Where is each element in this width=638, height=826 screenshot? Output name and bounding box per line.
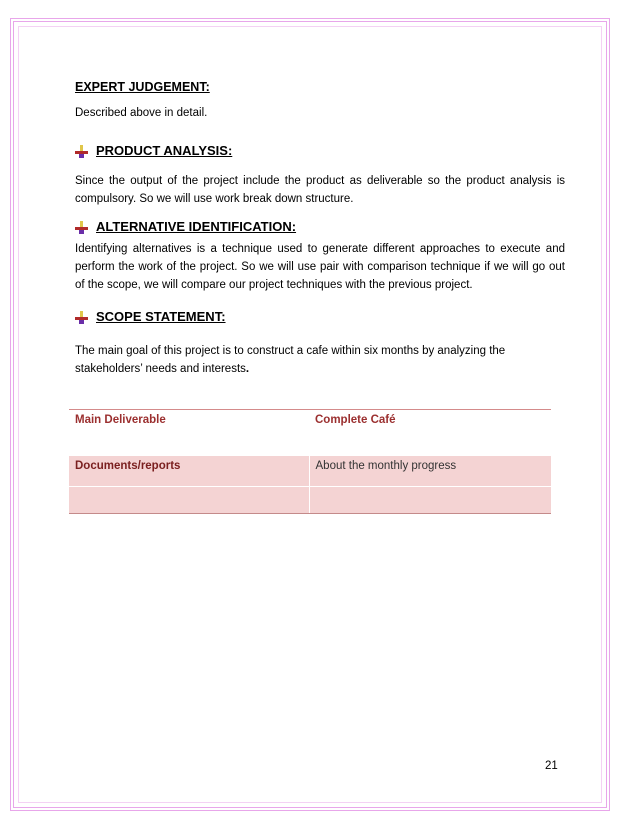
table-cell-value: Complete Café <box>309 410 551 457</box>
table-cell-value: About the monthly progress <box>309 456 551 487</box>
product-analysis-text: Since the output of the project include the product as deliverable so the product analysis is compulsory. So we will use work break down structure. <box>75 175 565 205</box>
table-cell-value <box>309 487 551 514</box>
alternative-identification-text: Identifying alternatives is a technique used to generate different approaches to execute and perform the work of the project. So we will use pair with comparison technique if we will go out of the scope, we will compare our project techniques with the previous project. <box>75 243 565 291</box>
product-analysis-heading-row <box>75 142 565 160</box>
table-cell-key: Main Deliverable <box>69 410 309 457</box>
table-cell-key: Documents/reports <box>69 456 309 487</box>
table-row <box>69 487 551 514</box>
deliverables-table <box>69 409 551 514</box>
table-row <box>69 456 551 487</box>
table-cell-key <box>69 487 309 514</box>
scope-statement-line-1: The main goal of this project is to construct a cafe within six months by analyzing the <box>75 345 506 357</box>
expert-judgement-heading: EXPERT JUDGEMENT: <box>75 80 210 94</box>
scope-statement-period: . <box>245 363 250 375</box>
scope-statement-heading-row <box>75 308 565 326</box>
arrow-bullet-icon <box>75 311 88 324</box>
page-number: 21 <box>545 760 558 772</box>
product-analysis-heading: PRODUCT ANALYSIS: <box>96 143 233 158</box>
expert-judgement-text: Described above in detail. <box>75 107 208 119</box>
arrow-bullet-icon <box>75 221 88 234</box>
arrow-bullet-icon <box>75 145 88 158</box>
alternative-identification-heading: ALTERNATIVE IDENTIFICATION: <box>96 219 297 234</box>
alternative-identification-heading-row <box>75 218 565 236</box>
document-body <box>75 78 565 378</box>
scope-statement-heading: SCOPE STATEMENT: <box>96 309 226 324</box>
scope-statement-text <box>75 342 565 378</box>
table-row <box>69 410 551 457</box>
scope-statement-line-2: stakeholders’ needs and interests <box>75 363 246 375</box>
